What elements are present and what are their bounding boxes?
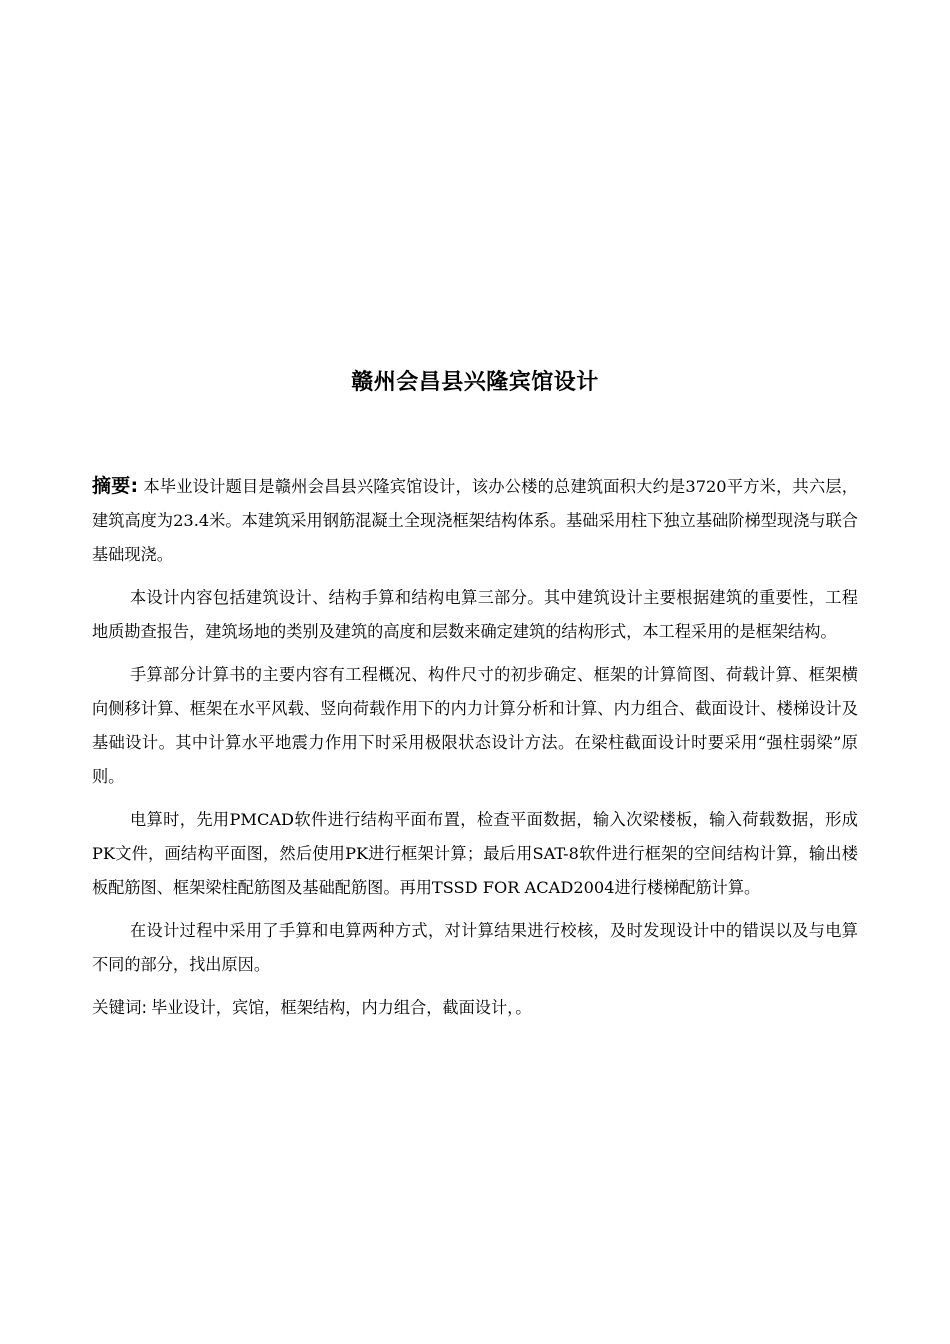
keywords-line xyxy=(92,991,858,1025)
abstract-paragraph-2: 本设计内容包括建筑设计、结构手算和结构电算三部分。其中建筑设计主要根据建筑的重要性，工程地质勘查报告，建筑场地的类别及建筑的高度和层数来确定建筑的结构形式，本工程采用的是框架结构。 xyxy=(92,588,858,641)
abstract-paragraph-5: 在设计过程中采用了手算和电算两种方式，对计算结果进行校核，及时发现设计中的错误以及与电算不同的部分，找出原因。 xyxy=(92,921,858,974)
abstract-text-1: 本毕业设计题目是赣州会昌县兴隆宾馆设计，该办公楼的总建筑面积大约是3720平方米，共六层，建筑高度为23.4米。本建筑采用钢筋混凝土全现浇框架结构体系。基础采用柱下独立基础阶梯型现浇与联合基础现浇。 xyxy=(92,477,858,564)
document-title: 赣州会昌县兴隆宾馆设计 xyxy=(351,370,599,395)
keywords-value: 毕业设计，宾馆，框架结构，内力组合，截面设计，。 xyxy=(151,998,532,1017)
abstract-paragraph-1 xyxy=(92,469,858,572)
abstract-paragraph-4: 电算时，先用PMCAD软件进行结构平面布置，检查平面数据，输入次梁楼板，输入荷载数据，形成PK文件，画结构平面图，然后使用PK进行框架计算；最后用SAT-8软件进行框架的空间结构计算，输出楼板配筋图、框架梁柱配筋图及基础配筋图。再用TSSD FOR ACAD2004进行楼梯配筋计算。 xyxy=(92,810,858,897)
abstract-paragraph-3: 手算部分计算书的主要内容有工程概况、构件尺寸的初步确定、框架的计算简图、荷载计算、框架横向侧移计算、框架在水平风载、竖向荷载作用下的内力计算分析和计算、内力组合、截面设计、楼梯设计及基础设计。其中计算水平地震力作用下时采用极限状态设计方法。在梁柱截面设计时要采用“强柱弱梁”原则。 xyxy=(92,665,858,786)
abstract-section xyxy=(92,469,858,1034)
abstract-label: 摘要: xyxy=(92,475,139,497)
keywords-label: 关键词: xyxy=(92,998,148,1017)
